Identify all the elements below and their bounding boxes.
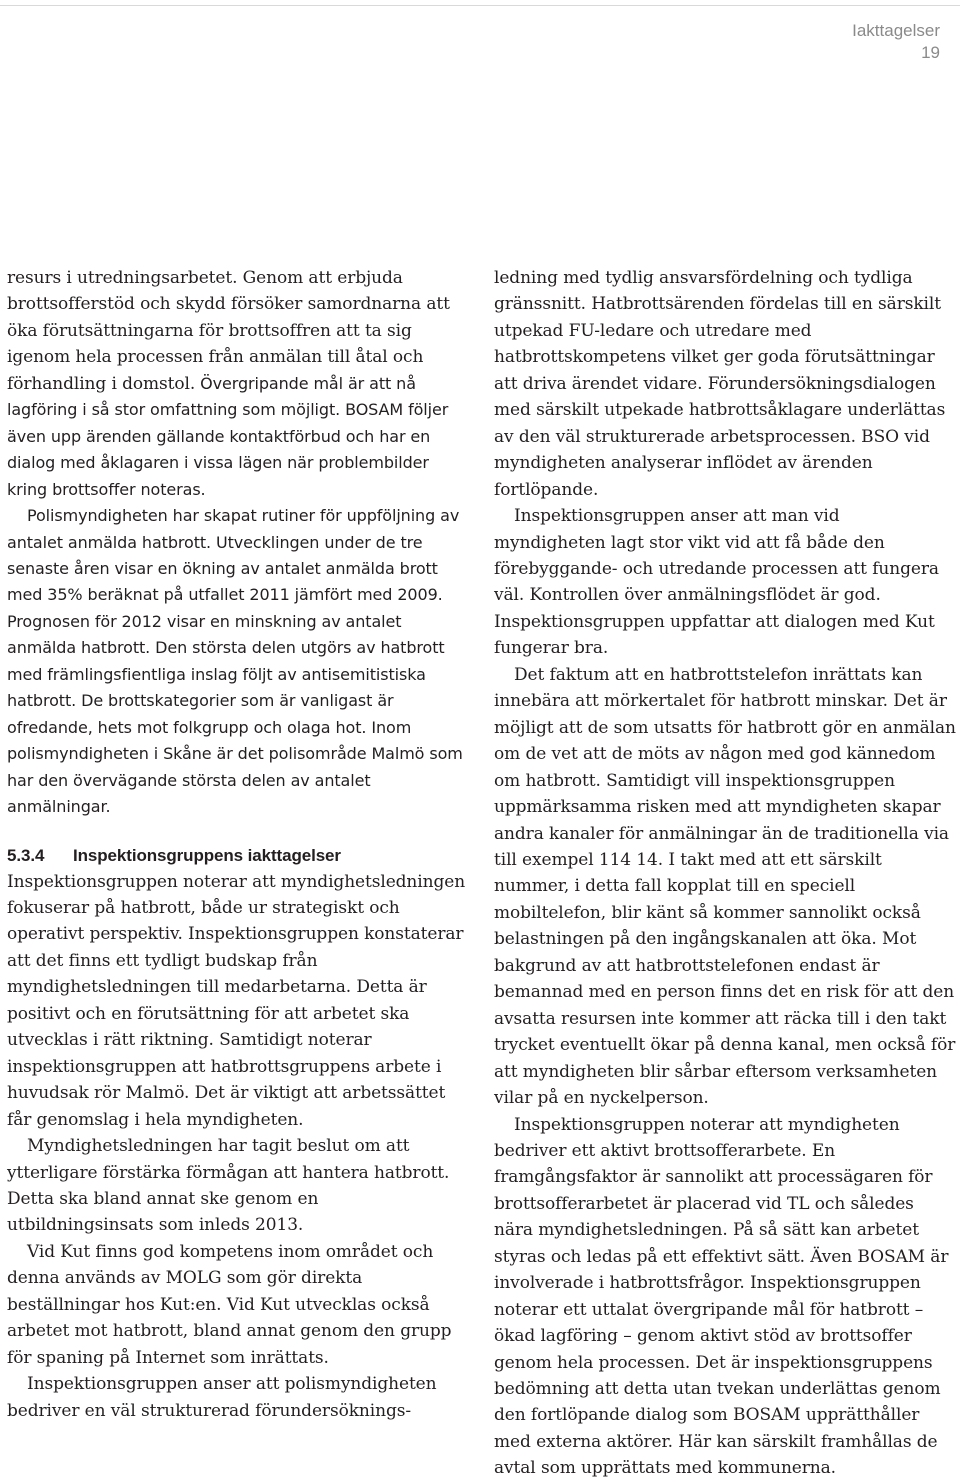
running-head xyxy=(852,20,940,64)
left-column xyxy=(7,265,469,1424)
paragraph: Inspektionsgruppen anser att polismyndigheten bedriver en väl strukturerad förundersöknings- xyxy=(7,1374,437,1421)
paragraph-text: Polismyndigheten har skapat rutiner för uppföljning av antalet anmälda hatbrott. Utvecklingen under de tre senaste åren visar en ökning av antalet anmälda brott med 35% beräknat på utfallet 2011 jämfört med 2009. Prognosen för 2012 visar en minskning av antalet anmälda hatbrott. Den största delen utgörs av hatbrott med främlingsfientliga inslag följt av antisemitistiska hatbrott. De brottskategorier som är vanligast är ofredande, hets mot folkgrupp och olaga hot. Inom polismyndigheten i Skåne är det polisområde Malmö som har den övervägande största delen av antalet anmälningar. xyxy=(7,506,463,817)
paragraph: Inspektionsgruppen anser att man vid myndigheten lagt stor vikt vid att få både den förebyggande- och utredande processen att fungera väl. Kontrollen över anmälningsflödet är god. Inspektionsgruppen uppfattar att dialogen med Kut fungerar bra. xyxy=(494,506,939,659)
paragraph: Det faktum att en hatbrottstelefon inrättats kan innebära att mörkertalet för hatbrott minskar. Det är möjligt att de som utsatts för hatbrott gör en anmälan om de vet att de möts av någon med god kännedom om hatbrott. Samtidigt vill inspektionsgruppen uppmärksamma risken med att myndigheten skapar andra kanaler för anmälningar än de traditionella via till exempel 114 14. I takt med att ett särskilt nummer, i detta fall kopplat till en speciell mobiltelefon, blir känt så kommer sannolikt också belastningen på den ingångskanalen att öka. Mot bakgrund av att hatbrottstelefonen endast är bemannad med en person finns det en risk för att den avsatta resursen inte kommer att räcka till i den takt trycket eventuellt ökar på denna kanal, men också för att myndigheten blir sårbar eftersom verksamheten vilar på en nyckelperson. xyxy=(494,664,956,1109)
top-rule xyxy=(0,5,960,6)
section-heading-title: Inspektionsgruppens iakttagelser xyxy=(73,845,341,865)
right-column xyxy=(494,265,956,1482)
paragraph: ledning med tydlig ansvarsfördelning och tydliga gränssnitt. Hatbrottsärenden fördelas till en särskilt utpekad FU-ledare och utredare med hatbrottskompetens vilket ger goda förutsättningar att driva ärendet vidare. Förundersökningsdialogen med särskilt utpekade hatbrottsåklagare underlättas av den väl strukturerade arbetsprocessen. BSO vid myndigheten analyserar inflödet av ärenden fortlöpande. xyxy=(494,268,946,500)
paragraph: Inspektionsgruppen noterar att myndighetsledningen fokuserar på hatbrott, både ur strategiskt och operativt perspektiv. Inspektionsgruppen konstaterar att det finns ett tydligt budskap från myndighetsledningen till medarbetarna. Detta är positivt och en förutsättning för att arbetet ska utvecklas i rätt riktning. Samtidigt noterar inspektionsgruppen att hatbrottsgruppens arbete i huvudsak rör Malmö. Det är viktigt att arbetssättet får genomslag i hela myndigheten. xyxy=(7,871,466,1130)
paragraph-sans xyxy=(7,503,469,820)
paragraph: Vid Kut finns god kompetens inom området och denna används av MOLG som gör direkta beställningar hos Kut:en. Vid Kut utvecklas också arbetet mot hatbrott, bland annat genom den grupp för spaning på Internet som inrättats. xyxy=(7,1241,452,1368)
paragraph-text-sans: Övergripande mål är att nå lagföring i så stor omfattning som möjligt. BOSAM följer även upp ärenden gällande kontaktförbud och har en dialog med åklagaren i vissa lägen när problembilder kring brottsoffer noteras. xyxy=(7,373,449,499)
paragraph: Inspektionsgruppen noterar att myndigheten bedriver ett aktivt brottsofferarbete. En framgångsfaktor är sannolikt att processägaren för brottsofferarbetet är placerad vid TL och således nära myndighetsledningen. På så sätt kan arbetet styras och ledas på ett effektivt sätt. Även BOSAM är involverade i hatbrottsfrågor. Inspektionsgruppen noterar ett uttalat övergripande mål för hatbrott – ökad lagföring – genom aktivt stöd av brottsoffer genom hela processen. Det är inspektionsgruppens bedömning att detta utan tvekan underlättas genom den fortlöpande dialog som BOSAM upprätthåller med externa aktörer. Här kan särskilt framhållas de avtal som upprättats med kommunerna. xyxy=(494,1114,949,1479)
section-title: Iakttagelser xyxy=(852,21,940,40)
paragraph-text: resurs i utredningsarbetet. Genom att erbjuda brottsofferstöd och skydd försöker samordnarna att öka förutsättningarna för brottsoffren att ta sig igenom hela processen från anmälan till åtal och förhandling i domstol. xyxy=(7,268,450,394)
section-number: 5.3.4 xyxy=(7,845,45,865)
paragraph: Myndighetsledningen har tagit beslut om att ytterligare förstärka förmågan att hantera hatbrott. Detta ska bland annat ske genom en utbildningsinsats som inleds 2013. xyxy=(7,1136,450,1236)
section-heading xyxy=(7,843,469,869)
page-number: 19 xyxy=(921,43,940,62)
paragraph xyxy=(7,265,469,503)
